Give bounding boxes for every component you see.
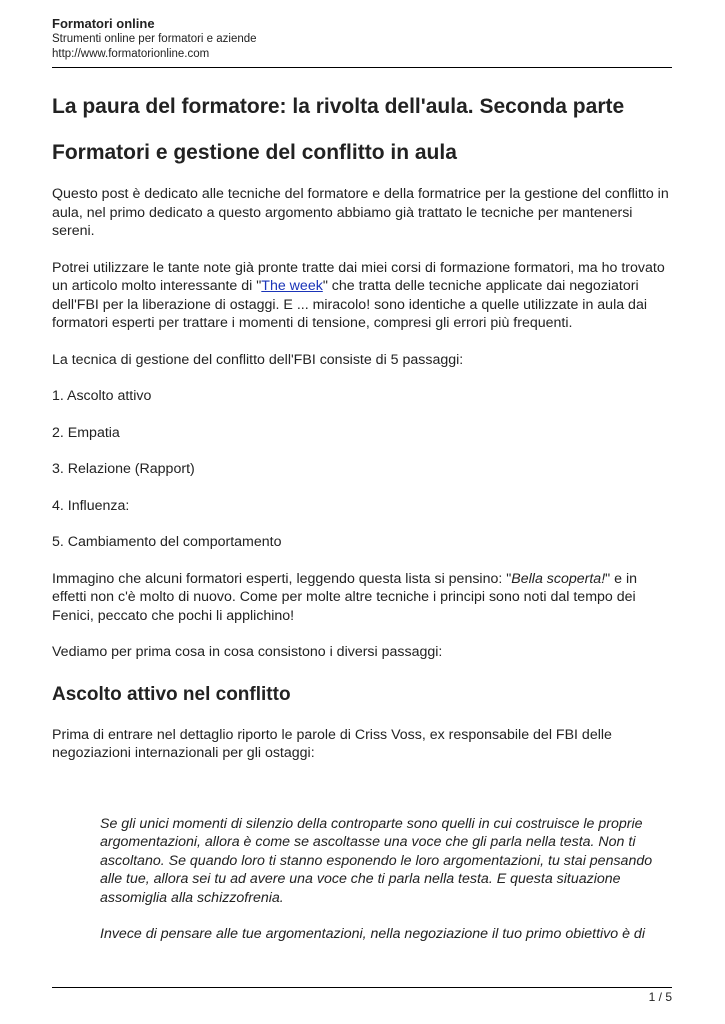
paragraph-text-end: " e in effetti non c'è molto di nuovo. Come per molte altre tecniche i principi sono noti dal tempo dei Fenici, peccato che pochi li applichino! <box>52 570 638 624</box>
paragraph-text-end: " che tratta delle tecniche applicate dai negoziatori dell'FBI per la liberazione di ostaggi. E ... miracolo! sono identiche a quelle utilizzate in aula dai formatori esperti per trattare i momenti di tensione, compresi gli errori più frequenti. <box>52 278 647 331</box>
list-item-step-5: 5. Cambiamento del comportamento <box>52 534 282 550</box>
site-title: Formatori online <box>52 16 155 31</box>
page-number: 1 / 5 <box>648 990 672 1004</box>
article-subtitle: Formatori e gestione del conflitto in aula <box>52 141 457 164</box>
paragraph-intro: Questo post è dedicato alle tecniche del formatore e della formatrice per la gestione del conflitto in aula, nel primo dedicato a questo argomento abbiamo già trattato le tecniche per mantenersi sereni. <box>52 186 669 239</box>
paragraph-quote-intro: Prima di entrare nel dettaglio riporto le parole di Criss Voss, ex responsabile del FBI delle negoziazioni internazionali per gli ostaggi: <box>52 726 612 761</box>
site-url[interactable]: http://www.formatorionline.com <box>52 48 210 60</box>
quote-paragraph-2: Invece di pensare alle tue argomentazioni, nella negoziazione il tuo primo obiettivo è di <box>100 926 645 942</box>
header-divider <box>52 67 672 68</box>
article-body <box>52 93 674 944</box>
footer-divider <box>52 987 672 988</box>
blockquote <box>52 815 674 944</box>
list-item-step-3: 3. Relazione (Rapport) <box>52 461 195 477</box>
quote-paragraph-1: Se gli unici momenti di silenzio della controparte sono quelli in cui costruisce le proprie argomentazioni, allora è come se ascoltasse una voce che gli parla nella testa. Non ti ascoltano. Se quando loro ti stanno esponendo le loro argomentazioni, tu stai pensando alle tue, allora sei tu ad avere una voce che ti parla nella testa. E questa situazione assomiglia alla schizzofrenia. <box>100 815 653 906</box>
paragraph-transition: Vediamo per prima cosa in cosa consistono i diversi passaggi: <box>52 644 443 660</box>
page-header <box>52 16 672 62</box>
list-item-step-1: 1. Ascolto attivo <box>52 388 152 404</box>
site-subtitle: Strumenti online per formatori e aziende <box>52 33 257 45</box>
list-item-step-2: 2. Empatia <box>52 424 120 441</box>
paragraph-text-start: Immagino che alcuni formatori esperti, leggendo questa lista si pensino: " <box>52 570 512 587</box>
list-item-step-4: 4. Influenza: <box>52 497 130 514</box>
paragraph-text-start: Potrei utilizzare le tante note già pronte tratte dai miei corsi di formazione formatori, ma ho trovato un articolo molto interessante di " <box>52 259 665 294</box>
the-week-link[interactable]: The week <box>261 278 323 294</box>
article-title: La paura del formatore: la rivolta dell'aula. Seconda parte <box>52 95 625 118</box>
emphasis-text: Bella scoperta! <box>511 570 606 587</box>
paragraph-comment <box>52 570 674 626</box>
paragraph-technique: La tecnica di gestione del conflitto dell'FBI consiste di 5 passaggi: <box>52 351 464 368</box>
section-heading: Ascolto attivo nel conflitto <box>52 683 291 705</box>
paragraph-article-reference <box>52 259 674 333</box>
